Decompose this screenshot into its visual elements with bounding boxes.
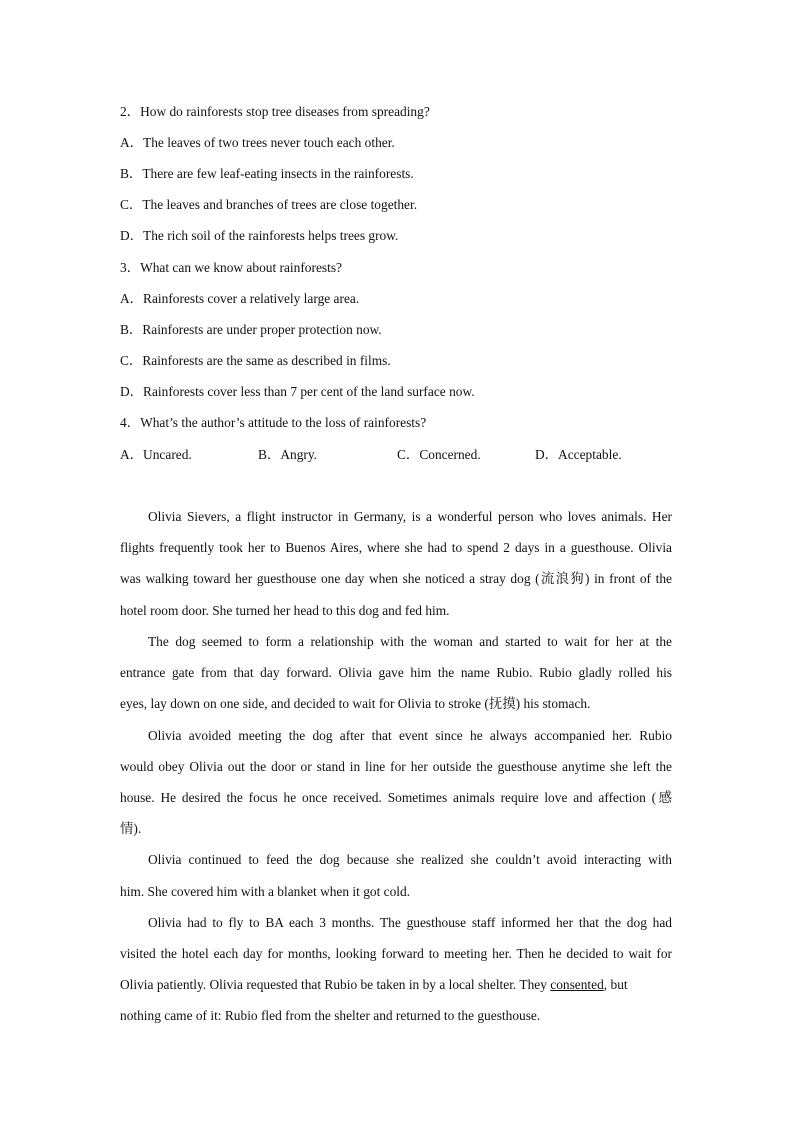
question-2-option-a: A．The leaves of two trees never touch each other. [120, 135, 395, 150]
paragraph-3-line: house. He desired the focus he once received. Sometimes animals require love and affection (感 [120, 790, 672, 805]
paragraph-1-line: flights frequently took her to Buenos Aires, where she had to spend 2 days in a guesthouse. Olivia [120, 540, 672, 555]
question-4-option-c: C．Concerned. [397, 447, 481, 462]
paragraph-3-line: 情). [120, 821, 142, 836]
question-3-option-a: A．Rainforests cover a relatively large area. [120, 291, 360, 306]
question-2-option-c: C．The leaves and branches of trees are close together. [120, 197, 418, 212]
question-4-option-b: B．Angry. [258, 447, 318, 462]
paragraph-5-line: nothing came of it: Rubio fled from the shelter and returned to the guesthouse. [120, 1008, 541, 1023]
question-4-option-d: D．Acceptable. [535, 447, 622, 462]
question-2-option-d: D．The rich soil of the rainforests helps trees grow. [120, 228, 399, 243]
question-4-stem: 4．What’s the author’s attitude to the loss of rainforests? [120, 415, 427, 430]
paragraph-3-line: would obey Olivia out the door or stand in line for her outside the guesthouse anytime she left the [120, 759, 672, 774]
paragraph-3-line: Olivia avoided meeting the dog after that event since he always accompanied her. Rubio [148, 728, 672, 743]
question-2-stem: 2．How do rainforests stop tree diseases from spreading? [120, 104, 430, 119]
paragraph-5-line: Olivia had to fly to BA each 3 months. The guesthouse staff informed her that the dog had [148, 915, 672, 930]
paragraph-5-text: Olivia patiently. Olivia requested that Rubio be taken in by a local shelter. They [120, 977, 551, 992]
paragraph-2-line: eyes, lay down on one side, and decided to wait for Olivia to stroke (抚摸) his stomach. [120, 696, 591, 711]
question-4-option-a: A．Uncared. [120, 447, 192, 462]
paragraph-2-line: The dog seemed to form a relationship with the woman and started to wait for her at the [148, 634, 672, 649]
paragraph-4-line: Olivia continued to feed the dog because she realized she couldn’t avoid interacting with [148, 852, 672, 867]
paragraph-1-line: was walking toward her guesthouse one day when she noticed a stray dog (流浪狗) in front of the [120, 571, 672, 586]
question-2-option-b: B．There are few leaf-eating insects in the rainforests. [120, 166, 414, 181]
paragraph-5-text: , but [603, 977, 628, 992]
question-3-option-c: C．Rainforests are the same as described in films. [120, 353, 391, 368]
paragraph-2-line: entrance gate from that day forward. Olivia gave him the name Rubio. Rubio gladly rolled his [120, 665, 672, 680]
paragraph-5-line: visited the hotel each day for months, looking forward to meeting her. Then he decided to wait for [120, 946, 672, 961]
paragraph-5-line [120, 976, 672, 994]
question-4-options [120, 446, 680, 464]
paragraph-4-line: him. She covered him with a blanket when it got cold. [120, 884, 411, 899]
underlined-word-consented: consented [550, 977, 604, 992]
question-3-option-b: B．Rainforests are under proper protection now. [120, 322, 382, 337]
question-3-option-d: D．Rainforests cover less than 7 per cent of the land surface now. [120, 384, 475, 399]
question-3-stem: 3．What can we know about rainforests? [120, 260, 342, 275]
paragraph-1-line: Olivia Sievers, a flight instructor in Germany, is a wonderful person who loves animals. Her [148, 509, 672, 524]
paragraph-1-line: hotel room door. She turned her head to this dog and fed him. [120, 603, 450, 618]
